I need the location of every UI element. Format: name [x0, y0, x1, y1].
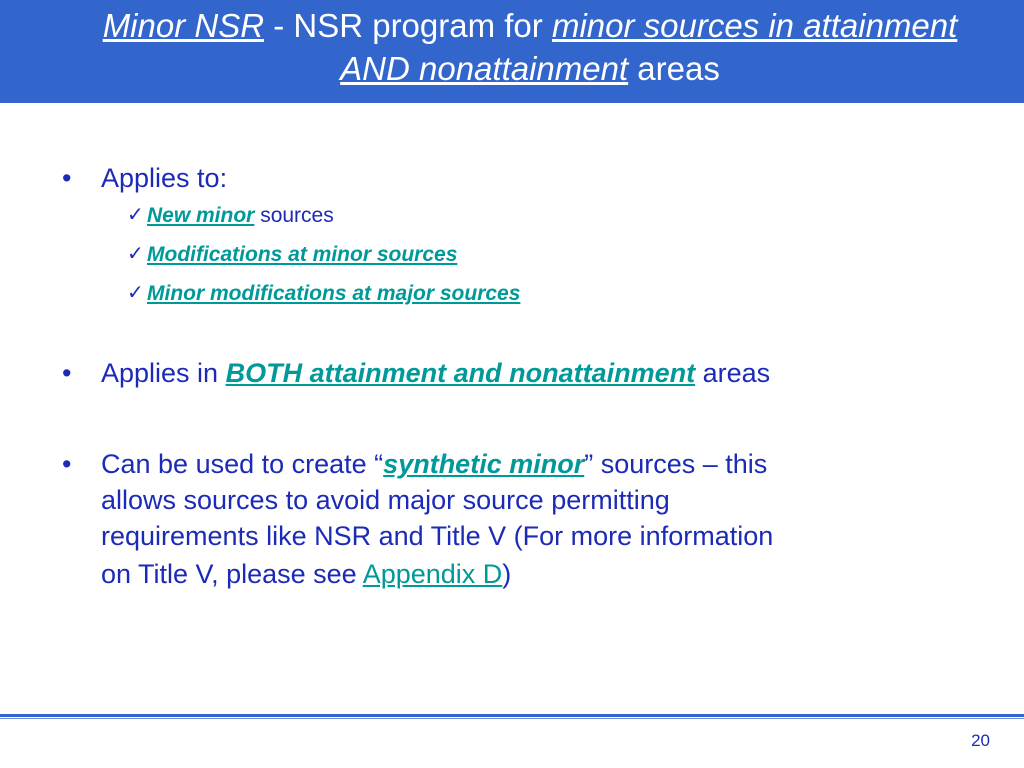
bullet-applies-in: [101, 355, 770, 391]
line1-pre: Can be used to create “: [101, 449, 384, 479]
subitem-emphasis: Minor modifications at major sources: [147, 282, 521, 305]
line1-post: ” sources – this: [584, 449, 768, 479]
synthetic-minor-emphasis: synthetic minor: [383, 449, 585, 479]
bullet-marker: •: [62, 358, 72, 388]
check-icon: ✓: [127, 243, 144, 265]
bullet-synthetic-line3: requirements like NSR and Title V (For more information: [101, 521, 774, 551]
bullet-synthetic-line1: [101, 446, 767, 482]
page-number: 20: [971, 731, 990, 750]
bullet-applies-in-pre: Applies in: [101, 358, 226, 388]
bullet-synthetic-line2: allows sources to avoid major source permitting: [101, 485, 670, 515]
bullet-marker: •: [62, 163, 72, 193]
footer-divider-thin: [0, 718, 1024, 719]
bullet-applies-in-emphasis: BOTH attainment and nonattainment: [225, 358, 696, 388]
subitem-modifications-minor: [147, 243, 457, 267]
subitem-emphasis: Modifications at minor sources: [147, 243, 458, 266]
title-middle: - NSR program for: [264, 7, 552, 44]
bullet-applies-in-post: areas: [695, 358, 771, 388]
check-icon: ✓: [127, 282, 144, 304]
bullet-applies-to: Applies to:: [101, 163, 228, 193]
bullet-marker: •: [62, 449, 72, 479]
bullet-synthetic-line4: [101, 556, 511, 592]
subitem-new-minor: [147, 204, 334, 228]
line4-post: ): [502, 559, 512, 589]
subitem-rest: sources: [254, 204, 334, 227]
check-icon: ✓: [127, 204, 144, 226]
footer-divider: [0, 714, 1024, 717]
title-end: areas: [628, 50, 720, 87]
title-emphasis: minor sources in attainment AND nonattainment: [340, 7, 958, 87]
title-minor-nsr: Minor NSR: [102, 7, 265, 44]
subitem-emphasis: New minor: [147, 204, 255, 227]
line4-pre: on Title V, please see: [101, 559, 363, 589]
subitem-modifications-major: [147, 282, 520, 306]
appendix-d-link[interactable]: Appendix D: [362, 559, 503, 589]
